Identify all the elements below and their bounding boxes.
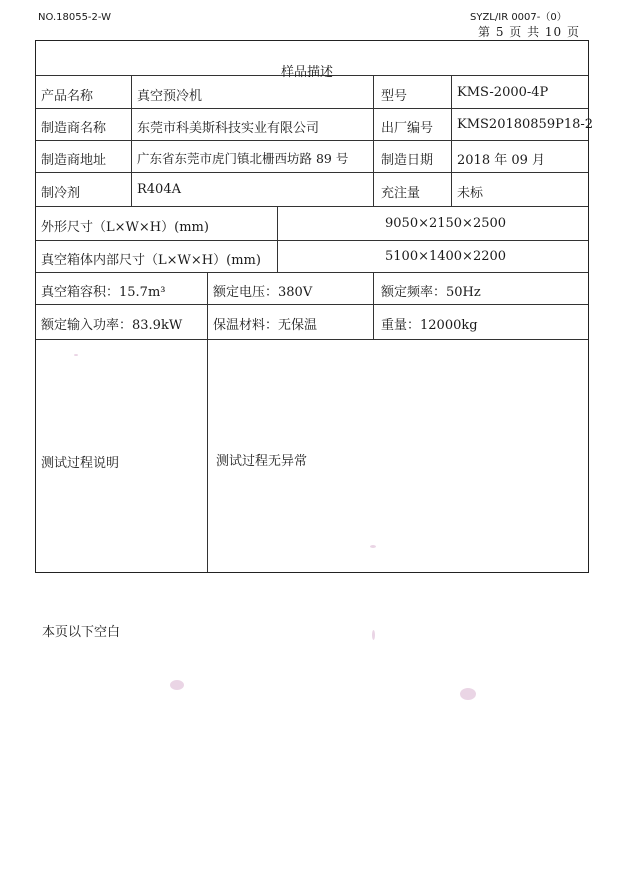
- form-number: SYZL/IR 0007-（0）: [470, 12, 567, 23]
- model-value: KMS-2000-4P: [457, 85, 549, 100]
- scan-speck: [460, 688, 476, 700]
- charge-label: 充注量: [381, 186, 421, 201]
- blank-below-note: 本页以下空白: [42, 625, 121, 640]
- charge-value: 未标: [457, 186, 484, 201]
- product-name-label: 产品名称: [41, 89, 94, 104]
- model-label: 型号: [381, 89, 408, 104]
- serial-value: KMS20180859P18-2: [457, 117, 594, 132]
- inner-dim-label: 真空箱体内部尺寸（L×W×H）(mm): [41, 253, 261, 268]
- volume: 真空箱容积：15.7m³: [41, 285, 166, 300]
- manufacturer-value: 东莞市科美斯科技实业有限公司: [137, 121, 320, 136]
- document-number: NO.18055-2-W: [38, 12, 111, 23]
- frequency: 额定频率：50Hz: [381, 285, 481, 300]
- address-value: 广东省东莞市虎门镇北栅西坊路 89 号: [137, 151, 349, 166]
- serial-label: 出厂编号: [381, 121, 434, 136]
- page-info: 第 5 页 共 10 页: [478, 25, 580, 39]
- inner-dim-value: 5100×1400×2200: [385, 249, 507, 264]
- insulation: 保温材料：无保温: [213, 318, 318, 333]
- input-power: 额定输入功率：83.9kW: [41, 318, 183, 333]
- scan-speck: [372, 630, 375, 640]
- refrigerant-value: R404A: [137, 182, 181, 197]
- refrigerant-label: 制冷剂: [41, 186, 81, 201]
- test-desc-value: 测试过程无异常: [216, 454, 308, 469]
- mfg-date-label: 制造日期: [381, 153, 434, 168]
- voltage: 额定电压：380V: [213, 285, 313, 300]
- mfg-date-value: 2018 年 09 月: [457, 153, 546, 168]
- weight: 重量：12000kg: [381, 318, 478, 333]
- product-name-value: 真空预冷机: [137, 89, 203, 104]
- scan-speck: [170, 680, 184, 690]
- scan-speck: [74, 354, 78, 356]
- test-desc-label: 测试过程说明: [41, 456, 120, 471]
- manufacturer-label: 制造商名称: [41, 121, 107, 136]
- outer-dim-value: 9050×2150×2500: [385, 216, 507, 231]
- table-title: 样品描述: [281, 65, 334, 80]
- sample-description-table: [35, 40, 594, 573]
- scan-speck: [370, 545, 376, 548]
- outer-dim-label: 外形尺寸（L×W×H）(mm): [41, 220, 209, 235]
- address-label: 制造商地址: [41, 153, 107, 168]
